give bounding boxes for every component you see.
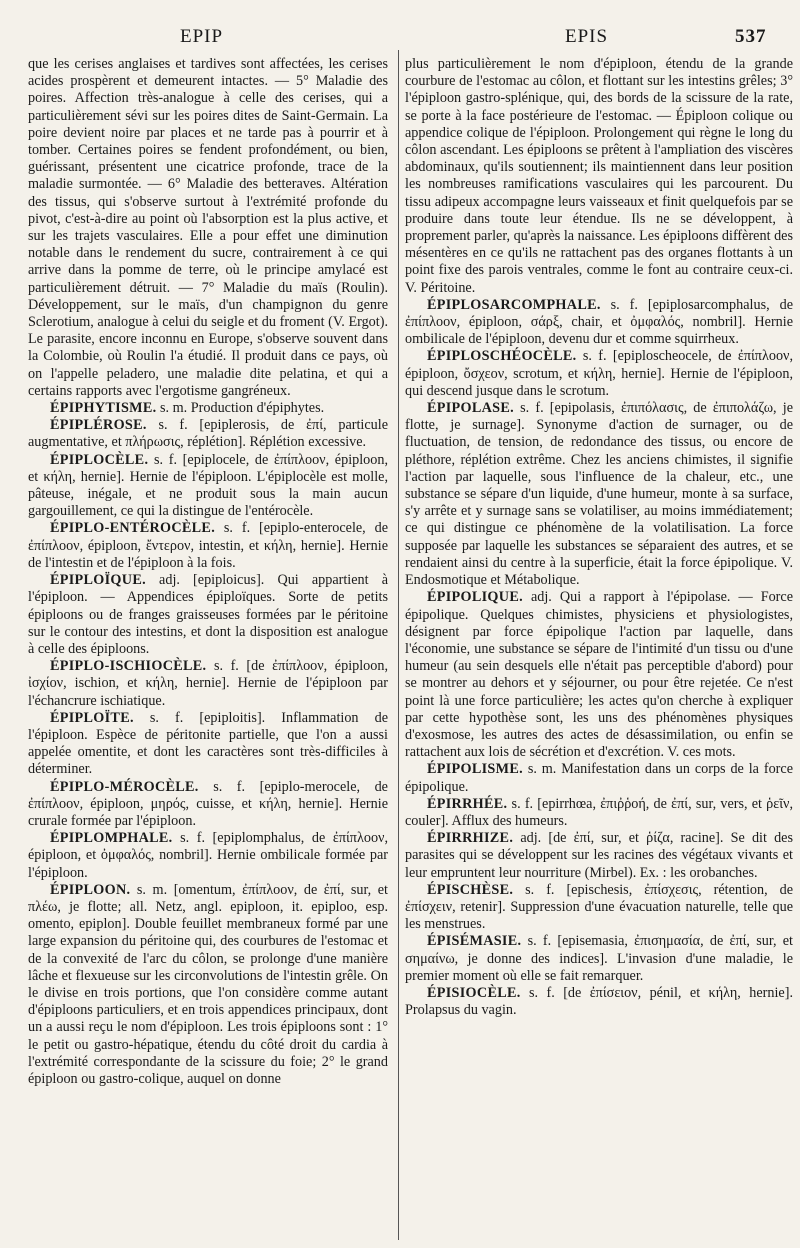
entry-episemasie: ÉPISÉMASIE. s. f. [episemasia, ἐπισημασία, de ἐπί, sur, et σημαίνω, je donne des indices]. L'invasion d'une maladie, le premier moment où elle se fait remarquer. — [405, 933, 793, 984]
entry-epiplo-enterocele: ÉPIPLO-ENTÉROCÈLE. s. f. [epiplo-enterocele, de ἐπίπλοον, épiploon, ἔντερον, intestin, et κήλη, hernie]. Hernie de l'intestin et de l'épiploon à la fois. — [28, 520, 388, 571]
headword: ÉPIPLO-ISCHIOCÈLE. — [50, 658, 207, 675]
right-running-head: EPIS — [565, 26, 609, 47]
entry-epiplocele: ÉPIPLOCÈLE. s. f. [epiplocele, de ἐπίπλοον, épiploon, et κήλη, hernie]. Hernie de l'épiploon. L'épiplocèle est molle, pâteuse, inégale, et ne produit sous la main aucun gargouillement, ce qui la distingue de l'entérocèle. — [28, 451, 388, 520]
headword: ÉPIPOLIQUE. — [427, 589, 523, 606]
entry-epischese: ÉPISCHÈSE. s. f. [epischesis, ἐπίσχεσις, rétention, de ἐπίσχειν, retenir]. Suppression d'une évacuation naturelle, telle que les menstrues. — [405, 881, 793, 933]
headword: ÉPIPLOÏQUE. — [50, 572, 146, 589]
headword: ÉPIPOLISME. — [427, 761, 523, 778]
headword: ÉPIPLOON. — [50, 881, 131, 898]
headword: ÉPISÉMASIE. — [427, 933, 522, 950]
entry-epipolisme: ÉPIPOLISME. s. m. Manifestation dans un corps de la force épipolique. — [405, 761, 793, 795]
entry-epiplerose: ÉPIPLÉROSE. s. f. [epiplerosis, de ἐπί, particule augmentative, et πλήρωσις, réplétion]. Réplétion excessive. — [28, 417, 388, 451]
headword: ÉPIPLO-MÉROCÈLE. — [50, 778, 199, 795]
headword: ÉPIPLOÏTE. — [50, 709, 134, 726]
entry-epiphytisme: ÉPIPHYTISME. s. m. Production d'épiphytes. — [50, 400, 325, 417]
right-column — [405, 56, 793, 1019]
entry-epiplo-merocele: ÉPIPLO-MÉROCÈLE. s. f. [epiplo-merocele, de ἐπίπλοον, épiploon, μηρός, cuisse, et κήλη, hernie]. Hernie crurale formée par l'épiploon. — [28, 778, 388, 829]
headword: ÉPIPLOCÈLE. — [50, 451, 149, 468]
left-running-head: EPIP — [180, 26, 224, 47]
entry-epirrhize: ÉPIRRHIZE. adj. [de ἐπί, sur, et ῥίζα, racine]. Se dit des parasites qui se développent sur les racines des végétaux vivants et leur empruntent leur nourriture (Mirbel). Ex. : les orobanches. — [405, 830, 793, 881]
headword: ÉPIPLOMPHALE. — [50, 830, 173, 847]
headword: ÉPIPOLASE. — [427, 400, 514, 417]
entry-epipolique: ÉPIPOLIQUE. adj. Qui a rapport à l'épipolase. — Force épipolique. Quelques chimistes, physiciens et physiologistes, désignent par force épipolique l'action par laquelle, dans l'économie, une substance se sépare de l'intimité d'un tissu ou d'une humeur (au sein desquels elle n'était pas perceptible d'abord) pour se montrer au dehors et y séjourner, ou pour être rejetée. Ce n'est point là une force particulière; les actes qu'on cherche à expliquer par cette hypothèse sont, les uns des phénomènes physiques d'exosmose, les autres des actes de désassimilation, ou enfin se rattachent aux lois de sécrétion et d'excrétion. V. ces mots. — [405, 589, 793, 761]
entry-epirrhee: ÉPIRRHÉE. s. f. [epirrhœa, ἐπιῤῥοή, de ἐπί, sur, vers, et ῥεῖν, couler]. Afflux des humeurs. — [405, 795, 793, 829]
headword: ÉPIPLOSCHÉOCÈLE. — [427, 348, 577, 365]
headword: ÉPISCHÈSE. — [427, 881, 514, 898]
headword: ÉPIRRHIZE. — [427, 830, 514, 847]
entry-epiploite: ÉPIPLOÏTE. s. f. [epiploitis]. Inflammation de l'épiploon. Espèce de péritonite partielle, que l'on a aussi appelée omentite, et dont les caractères sont très-difficiles à déterminer. — [28, 709, 388, 778]
entry-epiploon: ÉPIPLOON. s. m. [omentum, ἐπίπλοον, de ἐπί, sur, et πλέω, je flotte; all. Netz, angl. epiploon, it. epiploo, esp. omento, epiplon]. Double feuillet membraneux formé par une large expansion du péritoine qui, des courbures de l'estomac et de la convexité de l'arc du côlon, se prolonge d'une manière lâche et flexueuse sur les circonvolutions de l'intestin grêle. On le divise en trois portions, que l'on considère comme autant d'épiploons particuliers, et en trois appendices principaux, dont un a aussi reçu le nom d'épiploon. Les trois épiploons sont : 1° le petit ou gastro-hépatique, étendu du côté droit du cardia à l'extrémité correspondante de la scissure du foie; 2° le grand épiploon ou gastro-colique, auquel on donne — [28, 881, 388, 1087]
headword: ÉPIPLÉROSE. — [50, 417, 147, 434]
running-header — [0, 26, 800, 50]
entry-epiploon-continued: plus particulièrement le nom d'épiploon, étendu de la grande courbure de l'estomac au côlon, et flottant sur les intestins grêles; 3° l'épiploon gastro-splénique, qui, des bords de la scissure de la rate, se porte à la face postérieure de l'estomac. — Épiploon colique ou appendice colique de l'épiploon. Prolongement qui règne le long du côlon ascendant. Les épiploons se prêtent à l'ampliation des viscères abdominaux, qu'ils soutiennent; ils maintiennent dans leur position les nombreuses ramifications vasculaires qui les parcourent. Du tissu adipeux accompagne leurs vaisseaux et finit quelquefois par se produire dans toute leur étendue. Ils ne se développent, à proprement parler, qu'après la naissance. Les épiploons diffèrent des mésentères en ce qu'ils ne rattachent pas des organes flottants à un point fixe des parois ventrales, comme le font au contraire ceux-ci. V. Péritoine. — [405, 56, 793, 296]
entry-epiploique: ÉPIPLOÏQUE. adj. [epiploicus]. Qui appartient à l'épiploon. — Appendices épiploïques. Sorte de petits épiploons ou de franges graisseuses formées par le péritoine sur le contour des intestins, et dont la disposition est analogue à celle des épiploons. — [28, 572, 388, 657]
headword: ÉPIPLOSARCOMPHALE. — [427, 296, 601, 313]
headword: ÉPIPLO-ENTÉROCÈLE. — [50, 520, 216, 537]
entry-epiplomphale: ÉPIPLOMPHALE. s. f. [epiplomphalus, de ἐπίπλοον, épiploon, et ὀμφαλός, nombril]. Hernie ombilicale formée par l'épiploon. — [28, 830, 388, 881]
column-divider — [398, 50, 399, 1240]
headword: ÉPIRRHÉE. — [427, 795, 508, 812]
headword: ÉPIPHYTISME. — [50, 400, 157, 417]
entry-epipolase: ÉPIPOLASE. s. f. [epipolasis, ἐπιπόλασις, de ἐπιπολάζω, je flotte, je surnage]. Synonyme d'action de surnager, ou de fluctuation, de tension, de redondance des tissus, ou encore de pléthore, réplétion extrême. Chez les anciens chimistes, il signifie l'action par laquelle, sous l'influence de la chaleur, etc., une substance se sépare d'un liquide, d'une humeur, monte à sa surface, s'y arrête et y surnage sans se volatiliser, au moins immédiatement; ce qui distingue ce phénomène de la volatilisation. La force supposée par laquelle les substances se séparaient des autres, et se rendaient ainsi du centre à la superficie, était la force épipolique. V. Endosmotique et Métabolique. — [405, 400, 793, 589]
left-column — [28, 56, 388, 1088]
entry-episiocele: ÉPISIOCÈLE. s. f. [de ἐπίσειον, pénil, et κήλη, hernie]. Prolapsus du vagin. — [405, 984, 793, 1019]
page-number: 537 — [735, 26, 767, 47]
entry-epiplosarcomphale: ÉPIPLOSARCOMPHALE. s. f. [epiplosarcomphalus, de ἐπίπλοον, épiploon, σάρξ, chair, et ὀμφαλός, nombril]. Hernie ombilicale de l'épiploon, devenu dur et comme squirrheux. — [405, 296, 793, 348]
headword: ÉPISIOCÈLE. — [427, 984, 521, 1001]
entry-continuation: que les cerises anglaises et tardives sont affectées, les cerises acides prospèrent et demeurent intactes. — 5° Maladie des poires. Affection très-analogue à celle des cerises, qui a particulièrement sévi sur les poires dites de Saint-Germain. La poire devient noire par places et ne tarde pas à pourrir et à tomber. Certaines poires se fendent profondément, ou bien, guérissant, présentent une cicatrice profonde, trace de la maladie surmontée. — 6° Maladie des betteraves. Altération des tissus, qui s'observe surtout à l'extrémité profonde du pivot, c'est-à-dire au point où l'absorption est la plus active, et sur les trajets vasculaires. Elle a pour effet une diminution notable dans le rendement du sucre, contrairement à ce qui arrive dans la pomme de terre, où le principe amylacé est particulièrement détruit. — 7° Maladie du maïs (Roulin). Développement, sur le maïs, d'un champignon du genre Sclerotium, analogue à celui du seigle et du froment (V. Ergot). Le parasite, encore inconnu en Europe, s'observe souvent dans la Colombie, où Roulin l'a étudié. Il produit dans ce pays, où on l'appelle peladero, une maladie dite pelatina, et qui a certains rapports avec l'ergotisme gangréneux. — [28, 56, 388, 399]
entry-epiplo-ischiocele: ÉPIPLO-ISCHIOCÈLE. s. f. [de ἐπίπλοον, épiploon, ἰσχίον, ischion, et κήλη, hernie]. Hernie de l'épiploon par l'échancrure ischiatique. — [28, 658, 388, 709]
entry-epiploscheocele: ÉPIPLOSCHÉOCÈLE. s. f. [epiploscheocele, de ἐπίπλοον, épiploon, ὄσχεον, scrotum, et κήλη, hernie]. Hernie de l'épiploon, qui descend jusque dans le scrotum. — [405, 348, 793, 399]
